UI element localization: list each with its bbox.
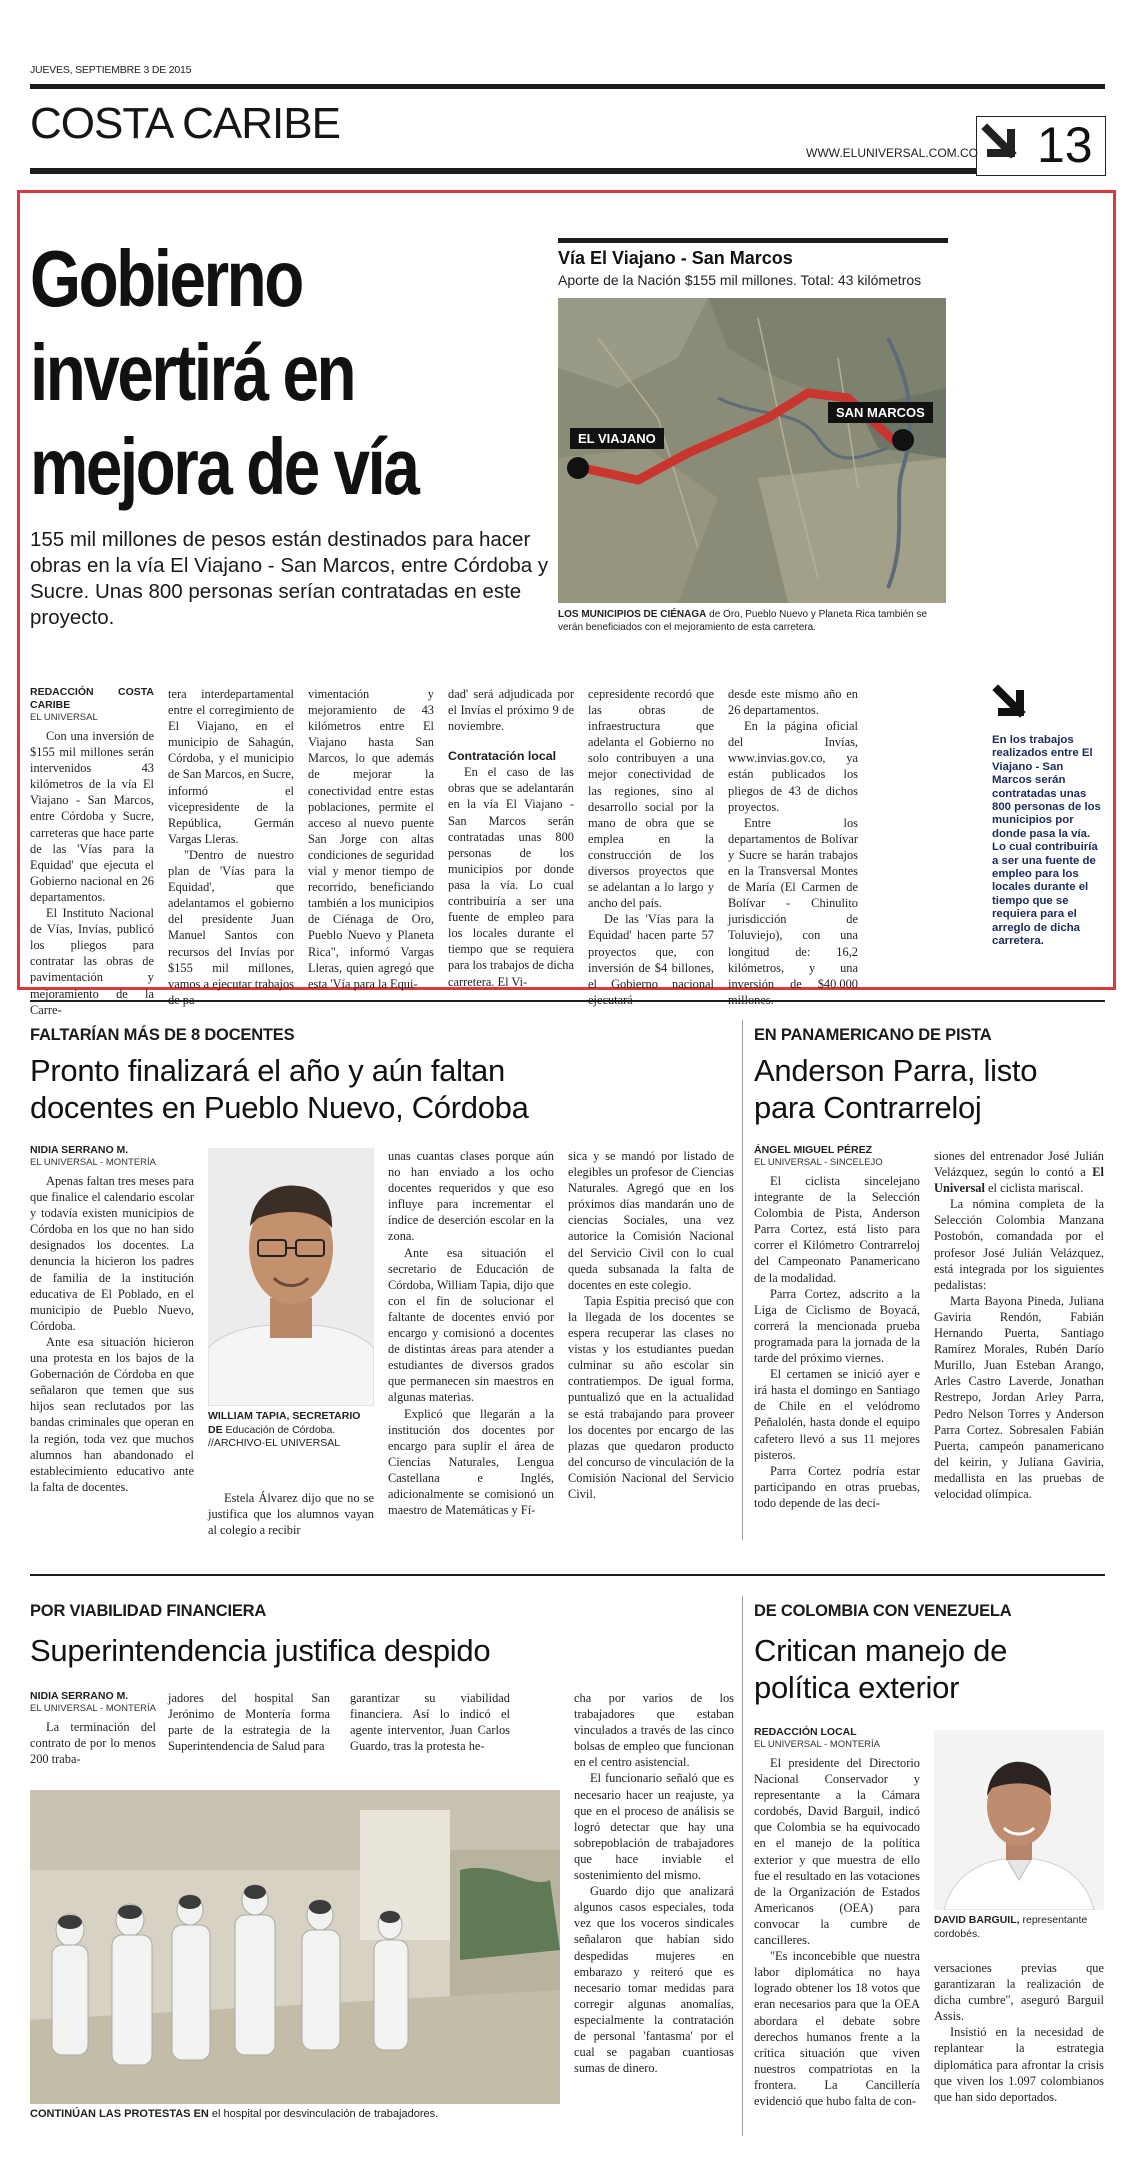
parra-col2-p1-a: siones del entrenador José Julián Velázquez, según lo contó a — [934, 1149, 1104, 1180]
map-top-rule — [558, 238, 948, 243]
exterior-byline: REDACCIÓN LOCAL — [754, 1726, 857, 1738]
exterior-col2-p2: Insistió en la necesidad de replantear la estrategia diplomática para afrontar la crisis que viven los 1.097 colombianos que han sido deportados. — [934, 2025, 1104, 2104]
main-col1-p1: Con una inversión de $155 mil millones serán intervenidos 43 kilómetros de la vía El Viajano - San Marcos, entre Córdoba y Sucre, carreteras que hace parte de las 'Vías para la Equidad' que ejecuta el Gobierno nacional en 26 departamentos. — [30, 729, 154, 904]
docentes-col3-p3: Explicó que llegarán a la institución dos docentes por encargo para suplir el área de Ciencias Naturales, Lengua Castellana e Inglés, adicionalmente se comisionó un maestro de Matemáticas y Fí- — [388, 1406, 554, 1518]
main-col4-p2: En el caso de las obras que se adelantarán en la vía El Viajano - San Marcos serán contratadas unas 800 personas de los municipios por donde pasa la vía. Lo cual contribuiría a ser una fuente de empleo para los locales durante el tiempo que se requiera para los trabajos de dicha carretera. El Vi- — [448, 765, 574, 989]
docentes-photo-caption — [208, 1410, 374, 1451]
parra-col1-p2: Parra Cortez, adscrito a la Liga de Ciclismo de Boyacá, correrá la mencionada prueba programada para la jornada de la tarde del próximo viernes. — [754, 1286, 920, 1366]
main-col-4 — [448, 686, 574, 990]
map-label-san-marcos: SAN MARCOS — [828, 402, 933, 423]
main-col6-p2: En la página oficial del Invías, www.invias.gov.co, ya están publicados los pliegos de 43 de dichos proyectos. — [728, 719, 858, 814]
parra-col2-p3: Marta Bayona Pineda, Juliana Gaviria Rendón, Fabián Hernando Puerta, Santiago Ramírez Morales, Rubén Darío Murillo, Juan Esteban Arango, Arles Castro Laverde, Jonathan Restrepo, Jordan Arley Parra, Pedro Nelson Torres y Anderson Parra Cortez. Sobresalen Fabián Puerta, campeón panamericano del keirin, y Juliana Gaviria, medallista en las pruebas de velocidad olímpica. — [934, 1293, 1104, 1501]
main-byline-sub: EL UNIVERSAL — [30, 712, 98, 723]
exterior-col1-p1: El presidente del Directorio Nacional Conservador y representante a la Cámara cordobés, David Barguil, indicó que Colombia se ha equivocado en el manejo de la política exterior y que muestra de ello fue el resultado en las votaciones de la Organización de Estados Americanos (OEA) para convocar la cumbre de cancilleres. — [754, 1756, 920, 1948]
page-number: 13 — [1037, 117, 1093, 173]
vertical-divider-1 — [742, 1020, 743, 1540]
docentes-col3-p2: Ante esa situación el secretario de Educación de Córdoba, William Tapia, dijo que con el fin de solucionar el faltante de docentes envió por encargo y comisionó a docentes de distintas áreas para atender a estudiantes de diversos grados que permanecen sin maestros en algunas materias. — [388, 1245, 554, 1405]
super-col2-p1: jadores del hospital San Jerónimo de Montería forma parte de la estrategia de la Superintendencia de Salud para — [168, 1691, 330, 1754]
main-col6-p1: desde este mismo año en 26 departamentos. — [728, 687, 858, 718]
main-col-3 — [308, 686, 434, 992]
parra-col1-p4: Parra Cortez podría estar participando en otras pruebas, todo depende de las deci- — [754, 1463, 920, 1510]
docentes-col-2 — [208, 1490, 374, 1538]
super-headline: Superintendencia justifica despido — [30, 1633, 491, 1668]
exterior-photo-caption — [934, 1914, 1104, 1941]
exterior-col-2 — [934, 1960, 1104, 2105]
page-number-box — [976, 116, 1106, 176]
main-col-5 — [588, 686, 714, 1008]
parra-col2-p1-b: el ciclista mariscal. — [984, 1181, 1084, 1196]
main-col1-p2: El Instituto Nacional de Vías, Invías, publicó los pliegos para contratar las obras de pavimentación y mejoramiento de la Carre- — [30, 906, 154, 1017]
masthead-top-rule — [30, 84, 1105, 89]
super-col3-p1: garantizar su viabilidad financiera. Así lo indicó el agente interventor, Juan Carlos Guardo, tras la protesta he- — [350, 1691, 510, 1754]
main-headline-line2: invertirá en — [30, 328, 355, 417]
map-subtitle: Aporte de la Nación $155 mil millones. Total: 43 kilómetros — [558, 272, 922, 288]
main-col3-p1: vimentación y mejoramiento de 43 kilómetros entre El Viajano hasta San Marcos, lo que además de mejorar la conectividad entre estas poblaciones, permite el acceso al nuevo puente San Jorge con altas condiciones de seguridad vial y menor tiempo de recorrido, beneficiando también a los municipios de Ciénaga de Oro, Pueblo Nuevo y Planeta Rica", informó Vargas Lleras, quien agregó que esta 'Vía para la Equi- — [308, 687, 434, 991]
docentes-col-1 — [30, 1144, 194, 1495]
map-title: Vía El Viajano - San Marcos — [558, 248, 793, 268]
main-subhead: Contratación local — [448, 749, 557, 764]
exterior-caption-lead: DAVID BARGUIL, — [934, 1914, 1020, 1926]
main-col-1 — [30, 686, 154, 1018]
parra-byline: ÁNGEL MIGUEL PÉREZ — [754, 1144, 873, 1156]
super-col4-p3: Guardo dijo que analizará algunos casos especiales, toda vez que los voceros sindicales señalaron que habían sido despedidas mujeres en embarazo y reiteró que es necesario tomar medidas para corregir algunas anomalías, especialmente la contratación de personal 'fantasma' por el cual se pagaban cuantiosas sumas de dinero. — [574, 1884, 734, 2076]
main-col2-p1: tera interdepartamental entre el corregimiento de El Viajano, en el municipio de Sahagún, Córdoba, y el municipio de San Marcos, en Sucre, informó el vicepresidente de la República, Germán Vargas Lleras. — [168, 687, 294, 846]
docentes-col4-p2: Tapia Espitia precisó que con la llegada de los docentes se espera recuperar las clases no vistas y los estudiantes puedan culminar su año escolar sin contratiempos. De igual forma, puntualizó que en la actualidad se está trabajando para proveer los docentes por encargo de las plazas que quedaron producto del concurso de vinculación de la Comisión Nacional del Servicio Civil. — [568, 1293, 734, 1501]
map-caption-text: de Oro, Pueblo Nuevo y Planeta Rica también se verán beneficiados con el mejoramiento de esta carretera. — [558, 609, 928, 633]
map-caption-lead: LOS MUNICIPIOS DE CIÉNAGA — [558, 609, 707, 620]
route-map-graphic — [558, 298, 946, 603]
main-col6-p3: Entre los departamentos de Bolívar y Sucre se harán trabajos en la Transversal Montes de María (El Carmen de Bolívar - Chinulito jurisdicción de Toluviejo), con una longitud de: 16,2 kilómetros, y una inversión de $40.000 — [728, 815, 858, 991]
super-byline: NIDIA SERRANO M. — [30, 1690, 129, 1702]
super-caption-text: el hospital por desvinculación de trabajadores. — [208, 2108, 439, 2120]
section-title: COSTA CARIBE — [30, 99, 340, 148]
super-col4-p2: El funcionario señaló que es necesario hacer un reajuste, ya que en el proceso de análisis se logró detectar que hay una sobrepoblación de trabajadores que hace inviable el sostenimiento del mismo. — [574, 1771, 734, 1883]
docentes-col-3 — [388, 1148, 554, 1518]
section-divider-1 — [30, 1000, 1105, 1002]
photo-william-tapia — [208, 1148, 374, 1406]
route-map — [558, 298, 946, 603]
main-headline-line3: mejora de vía — [30, 422, 418, 511]
docentes-col1-p2: Ante esa situación hicieron una protesta en los bajos de la Gobernación de Córdoba en que señalaron que temen que sus hijos sean reclutados por las bandas criminales que operan en la región, toda vez que muchos alumnos han abandonado el establecimiento educativo ante la falta de docentes. — [30, 1334, 194, 1494]
docentes-kicker: FALTARÍAN MÁS DE 8 DOCENTES — [30, 1026, 295, 1044]
map-caption — [558, 608, 948, 634]
website-url[interactable]: WWW.ELUNIVERSAL.COM.CO — [806, 146, 979, 160]
super-col-4 — [574, 1690, 734, 2076]
photo-hospital-protest — [30, 1790, 560, 2104]
main-byline: REDACCIÓN COSTA CARIBE — [30, 686, 154, 711]
main-deck: 155 mil millones de pesos están destinados para hacer obras en la vía El Viajano - San Marcos, entre Córdoba y Sucre. Unas 800 personas serían contratadas en este proyecto. — [30, 528, 549, 629]
parra-col2-p1 — [934, 1148, 1104, 1196]
docentes-caption-lead: WILLIAM TAPIA, SECRETARIO DE — [208, 1410, 361, 1436]
masthead-bottom-rule — [30, 168, 976, 174]
parra-col-2 — [934, 1148, 1104, 1502]
portrait-image-barguil — [934, 1730, 1104, 1910]
super-byline-sub: EL UNIVERSAL - MONTERÍA — [30, 1703, 156, 1714]
main-col-2 — [168, 686, 294, 1008]
parra-kicker: EN PANAMERICANO DE PISTA — [754, 1026, 992, 1044]
parra-col1-p1: El ciclista sincelejano integrante de la Selección Colombia de Pista, Anderson Parra Cortez, está listo para correr el Kilómetro Contrarreloj del Campeonato Panamericano de la modalidad. — [754, 1174, 920, 1285]
docentes-byline-sub: EL UNIVERSAL - MONTERÍA — [30, 1157, 156, 1168]
super-col1-p1: La terminación del contrato de por lo menos 200 traba- — [30, 1720, 156, 1767]
docentes-col4-p1: sica y se mandó por listado de elegibles un profesor de Ciencias Naturales. Agregó que en los próximos días mandarán uno de ciencias Sociales, una vez autorice la Comisión Nacional del Servicio Civil con lo cual queda subsanada la falta de docentes en este colegio. — [568, 1149, 734, 1292]
sidebar-note: En los trabajos realizados entre El Viajano - San Marcos serán contratadas unas 800 personas de los municipios por donde pasa la vía. Lo cual contribuiría a ser una fuente de empleo para los locales durante el tiempo que se requiera para el arreglo de dicha carretera. — [992, 734, 1101, 948]
docentes-caption-text: Educación de Córdoba. //ARCHIVO-EL UNIVERSAL — [208, 1423, 341, 1449]
masthead-date: JUEVES, SEPTIEMBRE 3 DE 2015 — [30, 64, 192, 76]
docentes-col2-p1: Estela Álvarez dijo que no se justifica que los alumnos vayan al colegio a recibir — [208, 1491, 374, 1538]
diagonal-arrow-icon — [981, 123, 1025, 167]
parra-col2-brand: El Universal — [934, 1165, 1104, 1196]
super-col-2 — [168, 1690, 330, 1754]
docentes-byline: NIDIA SERRANO M. — [30, 1144, 129, 1156]
photo-david-barguil — [934, 1730, 1104, 1910]
vertical-divider-2 — [742, 1596, 743, 2136]
parra-col1-p3: El certamen se inició ayer e irá hasta el domingo en Santiago de Chile en el velódromo Peñalolén, hasta donde el equipo cafetero llevó a sus 11 mejores pisteros. — [754, 1367, 920, 1462]
exterior-byline-sub: EL UNIVERSAL - MONTERÍA — [754, 1739, 880, 1750]
exterior-headline: Critican manejo de política exterior — [754, 1633, 1008, 1705]
docentes-col1-p1: Apenas faltan tres meses para que finalice el calendario escolar y todavía existen municipios de Córdoba en los que no han sido designados los docentes. La denuncia la hicieron los padres de familia de la institución educativa de El Poblado, en el municipio de Pueblo Nuevo, Córdoba. — [30, 1174, 194, 1333]
docentes-col3-p1: unas cuantas clases porque aún no han enviado a los ocho docentes requeridos y que eso influye para incrementar el índice de deserción escolar en la zona. — [388, 1149, 554, 1244]
super-col-1 — [30, 1690, 156, 1767]
exterior-kicker: DE COLOMBIA CON VENEZUELA — [754, 1602, 1012, 1620]
super-col4-p1: cha por varios de los trabajadores que estaban vinculados a través de las cinco bolsas de empleo que funcionan en el centro asistencial. — [574, 1691, 734, 1770]
exterior-caption-text: representante cordobés. — [934, 1914, 1088, 1940]
parra-col-1 — [754, 1144, 920, 1511]
main-col5-p2: De las 'Vías para la Equidad' hacen parte 57 proyectos que, con inversión de $4 billones, el Gobierno nacional — [588, 912, 714, 991]
main-col2-p2: "Dentro de nuestro plan de 'Vías para la Equidad', que adelantamos el gobierno del presidente Juan Manuel Santos con recursos del Invías por $155 mil millones, vamos a ejecutar trabajos — [168, 847, 294, 991]
docentes-headline: Pronto finalizará el año y aún faltan docentes en Pueblo Nuevo, Córdoba — [30, 1053, 529, 1125]
super-kicker: POR VIABILIDAD FINANCIERA — [30, 1602, 267, 1620]
sidebar-note-box — [992, 684, 1104, 949]
main-col-6 — [728, 686, 982, 1008]
parra-col2-p2: La nómina completa de la Selección Colombia Manzana Postobón, comandada por el profesor José Julián Velázquez, está integrada por los siguientes pedalistas: — [934, 1197, 1104, 1292]
map-label-el-viajano: EL VIAJANO — [570, 428, 664, 449]
main-headline-line1: Gobierno — [30, 234, 302, 323]
parra-headline: Anderson Parra, listo para Contrarreloj — [754, 1053, 1038, 1125]
main-col4-p1: dad' será adjudicada por el Invías el próximo 9 de noviembre. — [448, 687, 574, 734]
exterior-col1-p2: "Es inconcebible que nuestra labor diplomática no haya logrado obtener los 18 votos que eran necesarios para que la OEA abordara el debate sobre derechos humanos frente a la crítica situación que viven nuestros compatriotas en la frontera. La Cancillería evidenció que hubo falta de con- — [754, 1949, 920, 2108]
super-caption-lead: CONTINÚAN LAS PROTESTAS EN — [30, 2108, 209, 2120]
super-photo-caption — [30, 2108, 560, 2122]
sidebar-arrow-icon — [992, 684, 1032, 724]
super-col-3 — [350, 1690, 510, 1754]
main-col5-p1: cepresidente recordó que las obras de infraestructura que adelanta el Gobierno no solo contribuyen a una mejor conectividad de las regiones, sino al desarrollo social por la mano de obra que se emplea en la construcción de los diversos proyectos que se adelantan a lo largo y ancho del país. — [588, 687, 714, 911]
parra-byline-sub: EL UNIVERSAL - SINCELEJO — [754, 1157, 883, 1168]
docentes-col-4 — [568, 1148, 734, 1502]
protest-image — [30, 1790, 560, 2104]
exterior-col2-p1: versaciones previas que garantizaran la realización de dicha cumbre", aseguró Barguil Assis. — [934, 1961, 1104, 2024]
exterior-col-1 — [754, 1726, 920, 2109]
section-divider-2 — [30, 1574, 1105, 1576]
portrait-image — [208, 1148, 374, 1406]
main-headline — [30, 232, 417, 514]
